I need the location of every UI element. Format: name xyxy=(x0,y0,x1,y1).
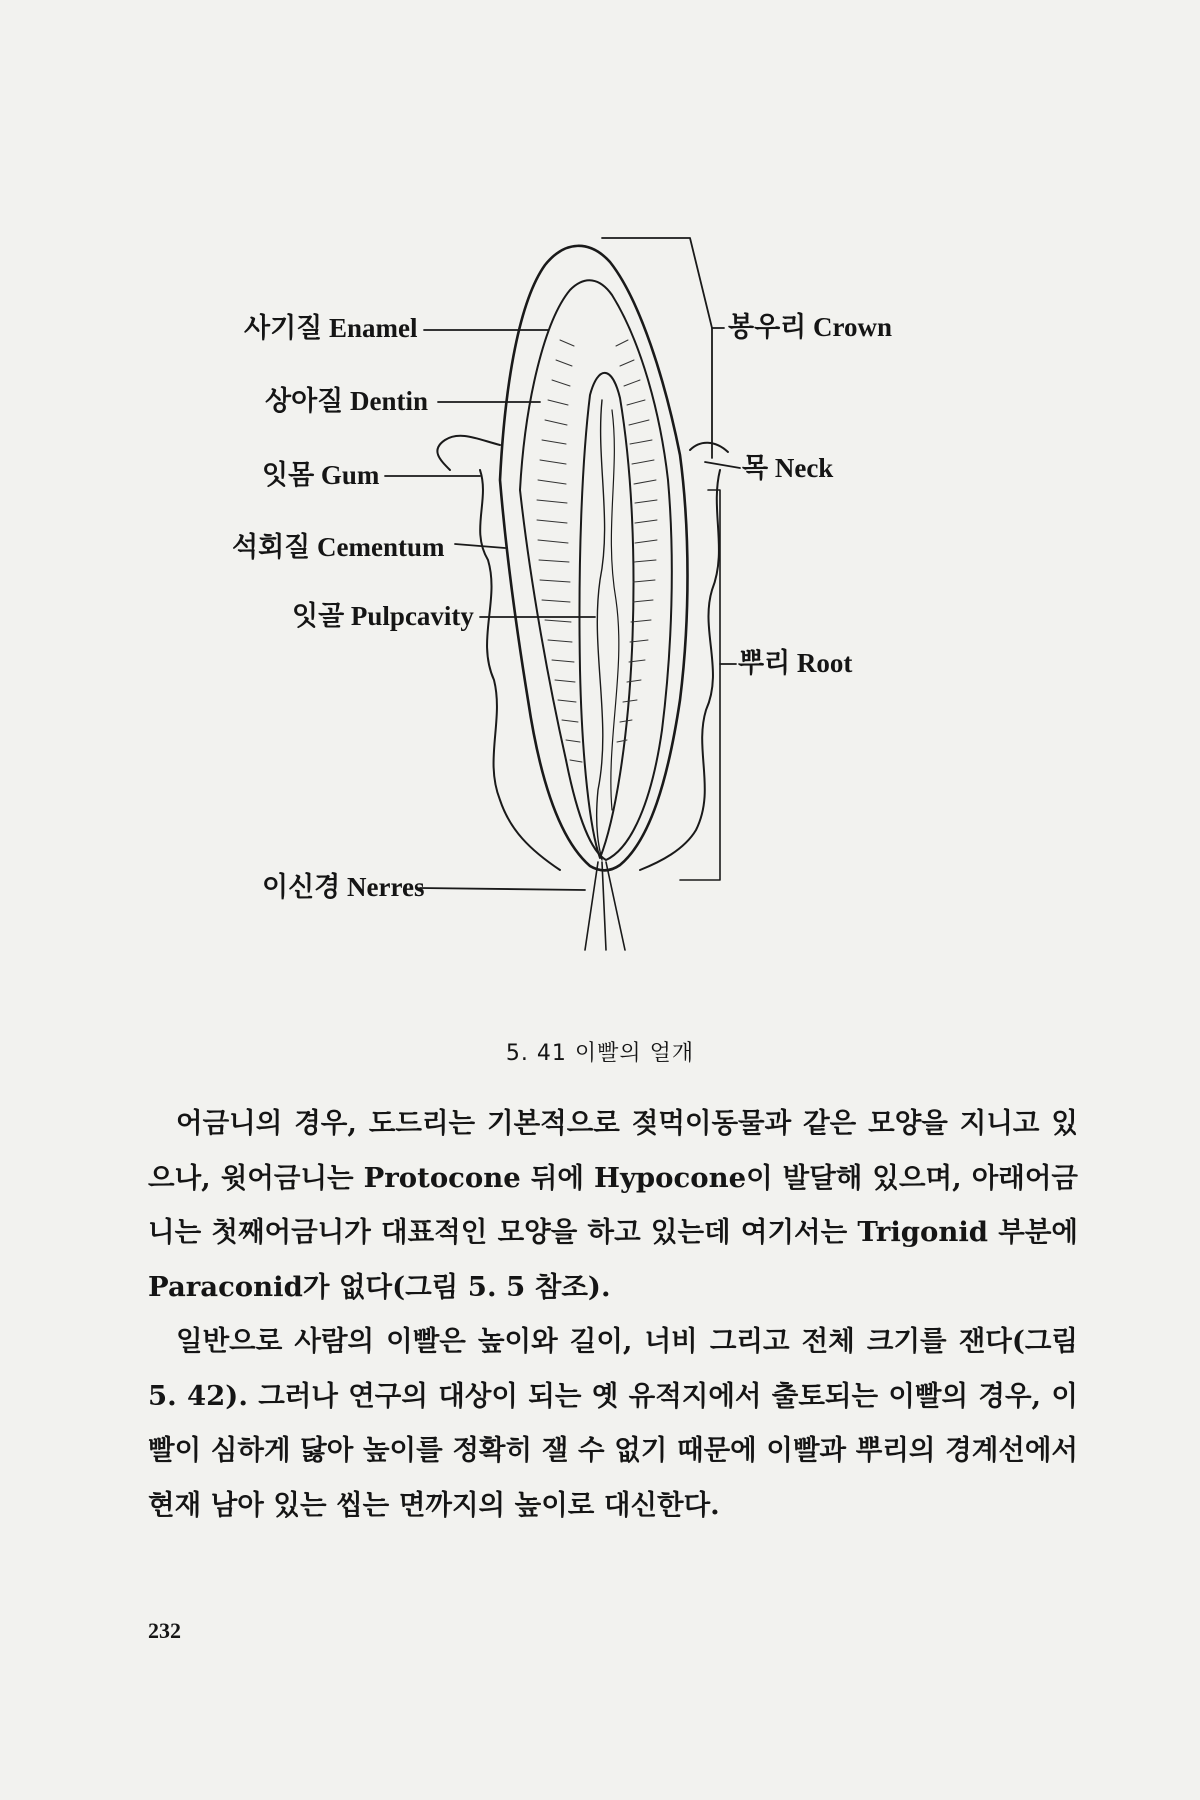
pulp-cavity-outline xyxy=(579,373,633,858)
figure-caption: 5. 41 이빨의 얼개 xyxy=(505,1041,695,1066)
neck-label: 목 Neck xyxy=(742,453,834,483)
nerves-label: 이신경 Nerres xyxy=(262,872,425,902)
neck-leader xyxy=(705,462,740,468)
enamel-label: 사기질 Enamel xyxy=(244,313,418,343)
nerves-leader xyxy=(420,888,585,890)
gum-label: 잇몸 Gum xyxy=(262,460,380,490)
cementum-leader xyxy=(455,544,505,548)
cementum-label: 석회질 Cementum xyxy=(232,532,445,562)
crown-bracket xyxy=(602,238,712,458)
body-text xyxy=(148,1096,1078,1532)
paragraph: 어금니의 경우, 도드리는 기본적으로 젖먹이동물과 같은 모양을 지니고 있으나, 윗어금니는 Protocone 뒤에 Hypocone이 발달해 있으며, 아래어금니는 첫째어금니가 대표적인 모양을 하고 있는데 여기서는 Trigonid 부분에 Paraconid가 없다(그림 5. 5 참조). xyxy=(148,1107,1078,1303)
crown-label: 봉우리 Crown xyxy=(728,312,893,342)
dentin-label: 상아질 Dentin xyxy=(265,386,429,416)
paragraph: 일반으로 사람의 이빨은 높이와 길이, 너비 그리고 전체 크기를 잰다(그림 5. 42). 그러나 연구의 대상이 되는 옛 유적지에서 출토되는 이빨의 경우, 이빨이 심하게 닳아 높이를 정확히 잴 수 없기 때문에 이빨과 뿌리의 경계선에서 현재 남아 있는 씹는 면까지의 높이로 대신한다. xyxy=(148,1325,1078,1521)
root-label: 뿌리 Root xyxy=(738,648,853,678)
pulpcavity-label: 잇골 Pulpcavity xyxy=(292,601,474,631)
page-number: 232 xyxy=(148,1618,181,1643)
